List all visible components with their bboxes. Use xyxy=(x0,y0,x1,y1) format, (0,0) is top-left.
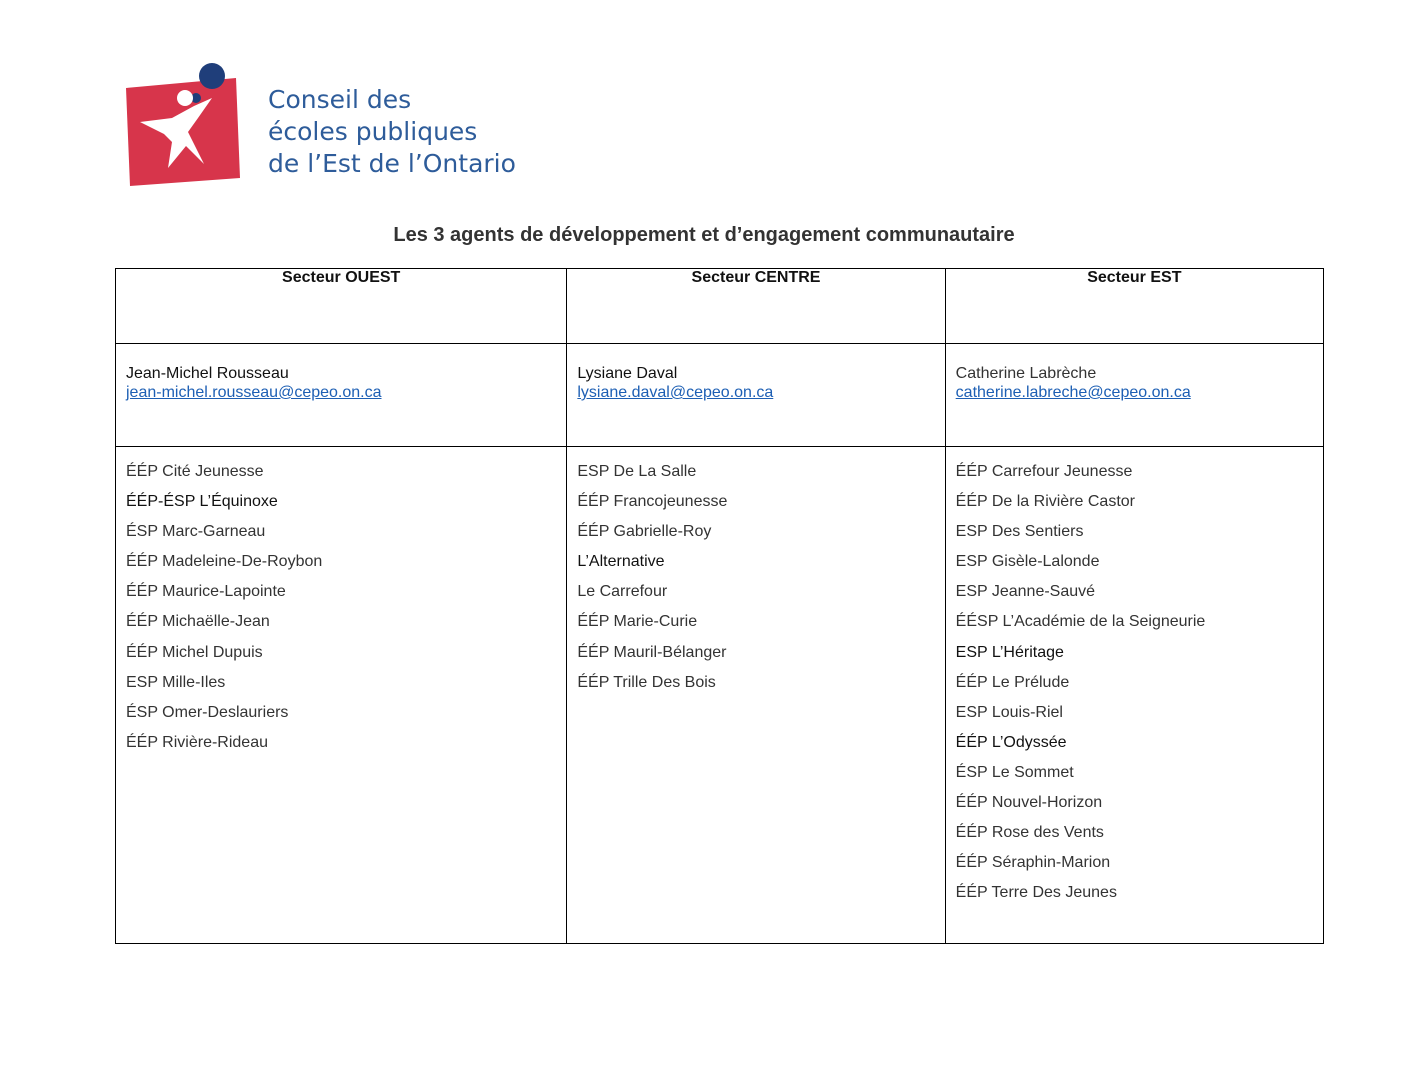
school-item: ÉÉP Madeleine-De-Roybon xyxy=(126,553,323,571)
school-item: L’Alternative xyxy=(577,553,665,571)
school-item: ÉÉP-ÉSP L’Équinoxe xyxy=(126,493,278,511)
school-item: ESP Mille-Iles xyxy=(126,673,226,691)
school-item: ÉÉP Maurice-Lapointe xyxy=(126,583,286,601)
school-item: ÉÉSP L’Académie de la Seigneurie xyxy=(955,613,1206,631)
header-secteur-centre: Secteur CENTRE xyxy=(567,269,945,344)
header-row xyxy=(116,269,1324,344)
school-item: ÉÉP Le Prélude xyxy=(955,673,1070,691)
cepeo-logo-icon xyxy=(124,60,248,190)
school-item: ÉÉP Marie-Curie xyxy=(577,613,698,631)
logo-line-1: Conseil des xyxy=(268,85,412,114)
cepeo-logo xyxy=(124,60,544,190)
agent-name: Catherine Labrèche xyxy=(955,365,1097,382)
school-item: ÉÉP De la Rivière Castor xyxy=(955,493,1135,511)
agents-table xyxy=(115,268,1324,944)
agent-email-link[interactable]: lysiane.daval@cepeo.on.ca xyxy=(577,384,774,401)
school-list-centre xyxy=(577,457,934,698)
agent-cell-ouest xyxy=(116,344,567,447)
logo-wordmark xyxy=(268,84,516,180)
school-item: ÉÉP Gabrielle-Roy xyxy=(577,523,712,541)
schools-row xyxy=(116,447,1324,944)
school-item: ESP L’Héritage xyxy=(955,643,1064,661)
schools-cell-ouest xyxy=(116,447,567,944)
agent-name: Jean-Michel Rousseau xyxy=(126,365,289,382)
school-item: ESP Louis-Riel xyxy=(955,703,1063,721)
agent-cell-centre xyxy=(567,344,945,447)
school-item: ÉÉP Rivière-Rideau xyxy=(126,733,268,751)
school-item: ÉÉP Séraphin-Marion xyxy=(955,854,1111,872)
school-item: ÉÉP Rose des Vents xyxy=(955,824,1104,842)
school-item: ÉÉP L’Odyssée xyxy=(955,733,1067,751)
header-secteur-ouest: Secteur OUEST xyxy=(116,269,567,344)
school-list-est xyxy=(956,457,1313,908)
school-item: ÉÉP Cité Jeunesse xyxy=(126,463,264,480)
school-item: ÉÉP Terre Des Jeunes xyxy=(955,884,1117,902)
school-item: ESP Jeanne-Sauvé xyxy=(955,583,1096,601)
school-item: ÉSP Omer-Deslauriers xyxy=(126,703,289,721)
school-item: ESP Gisèle-Lalonde xyxy=(955,553,1100,571)
school-item: ÉÉP Trille Des Bois xyxy=(577,673,716,691)
agent-cell-est xyxy=(945,344,1323,447)
school-item: ÉSP Marc-Garneau xyxy=(126,523,266,541)
school-item: ÉÉP Francojeunesse xyxy=(577,493,728,511)
school-item: ÉÉP Mauril-Bélanger xyxy=(577,643,727,661)
schools-cell-est xyxy=(945,447,1323,944)
logo-line-3: de l’Est de l’Ontario xyxy=(268,149,516,178)
agent-name: Lysiane Daval xyxy=(577,365,678,382)
agent-email-link[interactable]: catherine.labreche@cepeo.on.ca xyxy=(955,384,1191,401)
school-item: ESP De La Salle xyxy=(577,463,697,480)
school-item: ÉSP Le Sommet xyxy=(955,763,1074,781)
schools-cell-centre xyxy=(567,447,945,944)
header-secteur-est: Secteur EST xyxy=(945,269,1323,344)
school-item: ESP Des Sentiers xyxy=(955,523,1084,541)
school-item: ÉÉP Carrefour Jeunesse xyxy=(955,463,1133,480)
document-title: Les 3 agents de développement et d’engagement communautaire xyxy=(393,224,1015,246)
school-item: ÉÉP Michel Dupuis xyxy=(126,643,263,661)
school-item: ÉÉP Michaëlle-Jean xyxy=(126,613,270,631)
school-item: Le Carrefour xyxy=(577,583,668,601)
agent-row xyxy=(116,344,1324,447)
school-list-ouest xyxy=(126,457,556,758)
logo-line-2: écoles publiques xyxy=(268,117,478,146)
school-item: ÉÉP Nouvel-Horizon xyxy=(955,794,1103,812)
agent-email-link[interactable]: jean-michel.rousseau@cepeo.on.ca xyxy=(126,384,382,401)
